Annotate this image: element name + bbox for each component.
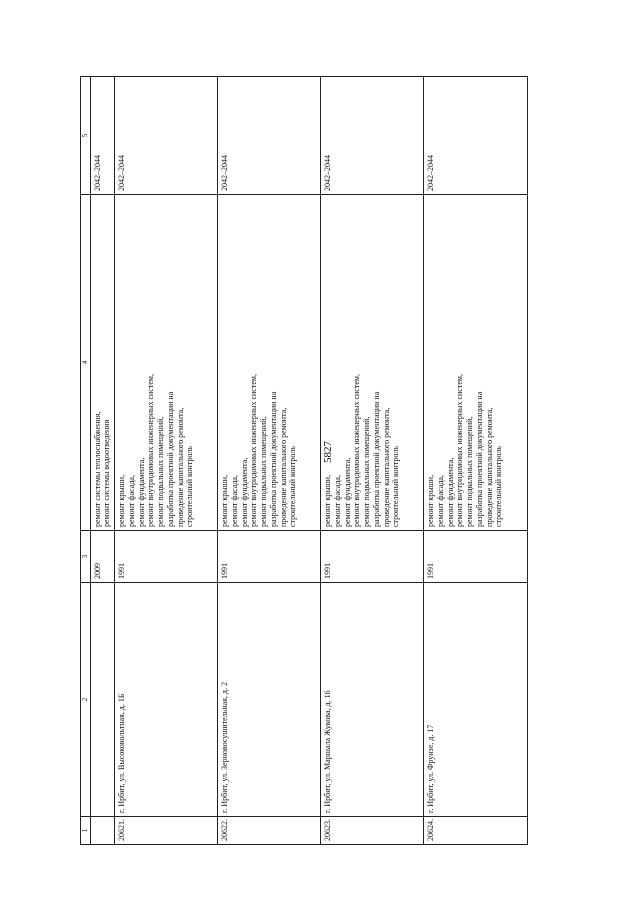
works-cell (115, 195, 218, 531)
work-item: проведение капитального ремонта, (278, 407, 288, 527)
work-item: ремонт крыши, (117, 474, 127, 527)
table-row (218, 77, 321, 845)
column-number-row (81, 77, 91, 845)
year-cell: 1991 (424, 531, 528, 583)
address-cell (90, 583, 115, 817)
work-item: строительный контроль (185, 446, 195, 527)
column-number: 5 (81, 77, 91, 195)
work-item: ремонт подвальных помещений, (465, 416, 475, 527)
work-item: ремонт подвальных помещений, (362, 416, 372, 527)
address-cell: г. Ирбит, ул. Высоковольтная, д. 1Б (115, 583, 218, 817)
column-number: 3 (81, 531, 91, 583)
work-item: ремонт внутридомовых инженерных систем, (249, 374, 259, 527)
period-cell: 2042–2044 (321, 77, 424, 195)
work-item: ремонт подвальных помещений, (156, 416, 166, 527)
column-number: 4 (81, 195, 91, 531)
work-item: строительный контроль (391, 446, 401, 527)
work-item: ремонт крыши, (220, 474, 230, 527)
page-number: 5827 (322, 441, 334, 463)
work-item: разработка проектной документации на (474, 391, 484, 527)
year-cell: 1991 (218, 531, 321, 583)
work-item: строительный контроль (494, 446, 504, 527)
work-item: ремонт фасада, (332, 475, 342, 527)
rotated-table-page (80, 77, 531, 845)
row-number-cell (90, 817, 115, 845)
work-item: ремонт фундамента, (342, 457, 352, 527)
address-cell: г. Ирбит, ул. Маршала Жукова, д. 16 (321, 583, 424, 817)
work-item: разработка проектной документации на (165, 391, 175, 527)
work-item: разработка проектной документации на (371, 391, 381, 527)
table-row (115, 77, 218, 845)
work-item: ремонт внутридомовых инженерных систем, (146, 374, 156, 527)
period-cell: 2042–2044 (424, 77, 528, 195)
period-cell: 2042–2044 (218, 77, 321, 195)
works-cell (321, 195, 424, 531)
work-item: ремонт фасада, (126, 475, 136, 527)
work-item: ремонт крыши, (323, 474, 333, 527)
period-cell: 2042–2044 (115, 77, 218, 195)
capital-repair-table (80, 76, 528, 845)
period-cell: 2042–2044 (90, 77, 115, 195)
column-number: 1 (81, 817, 91, 845)
work-item: разработка проектной документации на (268, 391, 278, 527)
column-number: 2 (81, 583, 91, 817)
work-item: ремонт фундамента, (136, 457, 146, 527)
works-cell (90, 195, 115, 531)
row-number-cell: 20624. (424, 817, 528, 845)
work-item: ремонт системы теплоснабжения, (92, 411, 102, 527)
work-item: проведение капитального ремонта, (175, 407, 185, 527)
work-item: строительный контроль (288, 446, 298, 527)
address-cell: г. Ирбит, ул. Фрунзе, д. 17 (424, 583, 528, 817)
work-item: ремонт фасада, (435, 475, 445, 527)
row-number-cell: 20623. (321, 817, 424, 845)
year-cell: 1991 (321, 531, 424, 583)
year-cell: 1991 (115, 531, 218, 583)
work-item: ремонт крыши, (426, 474, 436, 527)
row-number-cell: 20622. (218, 817, 321, 845)
work-item: ремонт фундамента, (445, 457, 455, 527)
address-cell: г. Ирбит, ул. Зерновосушительная, д. 2 (218, 583, 321, 817)
year-cell: 2009 (90, 531, 115, 583)
works-cell (218, 195, 321, 531)
works-cell (424, 195, 528, 531)
work-item: ремонт системы водоотведения (102, 419, 112, 527)
work-item: проведение капитального ремонта, (381, 407, 391, 527)
work-item: ремонт внутридомовых инженерных систем, (352, 374, 362, 527)
continuation-row (90, 77, 115, 845)
row-number-cell: 20621. (115, 817, 218, 845)
work-item: ремонт фасада, (229, 475, 239, 527)
work-item: ремонт внутридомовых инженерных систем, (455, 374, 465, 527)
work-item: проведение капитального ремонта, (484, 407, 494, 527)
work-item: ремонт подвальных помещений, (259, 416, 269, 527)
table-row (321, 77, 424, 845)
work-item: ремонт фундамента, (239, 457, 249, 527)
table-row (424, 77, 528, 845)
